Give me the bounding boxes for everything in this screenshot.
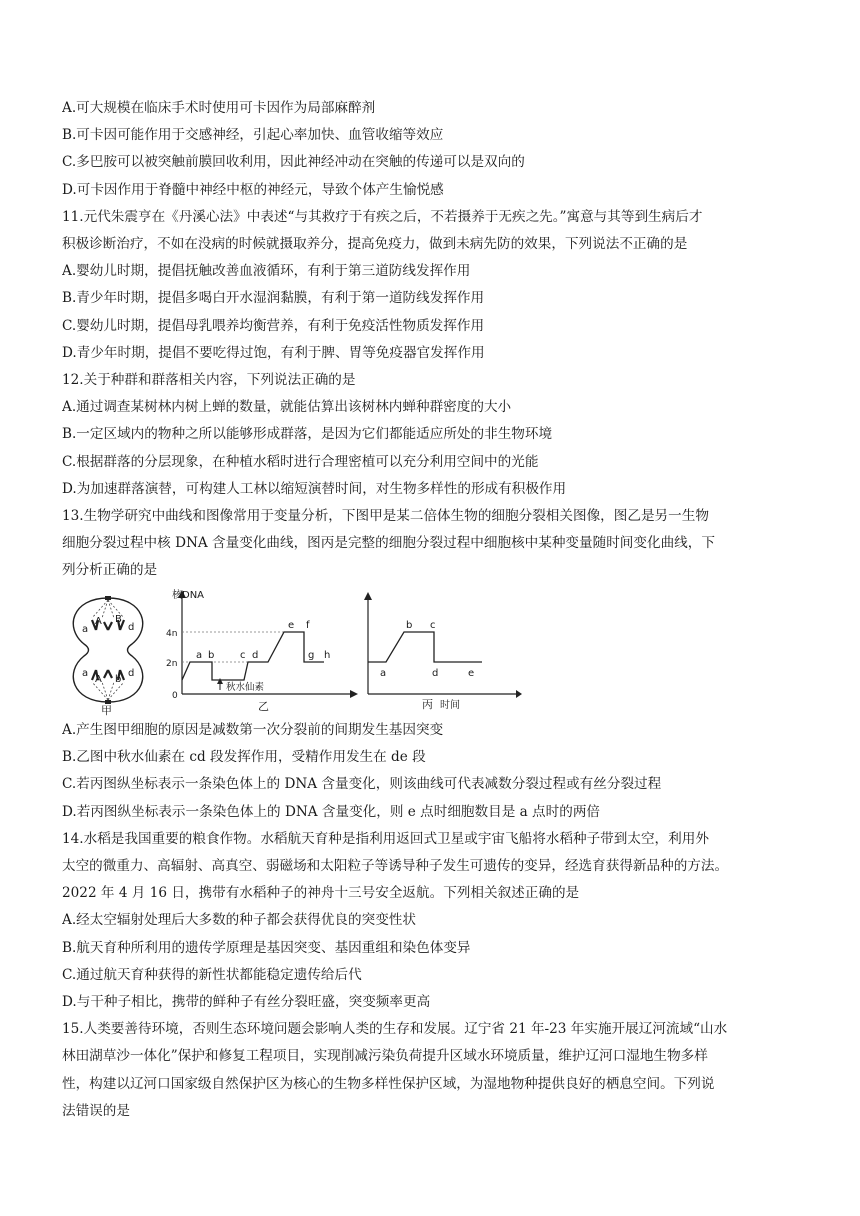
- gene-label: a: [82, 668, 89, 679]
- gene-label: A: [95, 674, 102, 685]
- figure-yi-caption: 乙: [258, 700, 269, 713]
- point-label: g: [308, 650, 315, 661]
- figure-bing: [364, 592, 522, 711]
- point-label: c: [430, 620, 436, 631]
- text-line: 林田湖草沙一体化”保护和修复工程项目，实现削减污染负荷提升区域水环境质量，维护辽河口湿地生物多样: [62, 1048, 708, 1065]
- point-label: f: [306, 620, 310, 631]
- text-line: 太空的微重力、高辐射、高真空、弱磁场和太阳粒子等诱导种子发生可遗传的变异，经选育获得新品种的方法。: [62, 858, 729, 874]
- text-line: C.根据群落的分层现象，在种植水稻时进行合理密植可以充分利用空间中的光能: [62, 453, 539, 470]
- y-axis-label: 核DNA: [172, 590, 205, 601]
- point-label: b: [406, 620, 413, 631]
- text-line: A.经太空辐射处理后大多数的种子都会获得优良的突变性状: [62, 912, 416, 929]
- text-line: B.乙图中秋水仙素在 cd 段发挥作用，受精作用发生在 de 段: [62, 749, 426, 766]
- figures-row: [62, 586, 522, 716]
- text-line: B.青少年时期，提倡多喝白开水湿润黏膜，有利于第一道防线发挥作用: [62, 290, 485, 307]
- gene-label: d: [128, 622, 135, 633]
- text-line: A.可大规模在临床手术时使用可卡因作为局部麻醉剂: [62, 100, 376, 116]
- variable-curve: [368, 632, 482, 662]
- point-label: e: [468, 668, 475, 679]
- point-label: b: [208, 650, 215, 661]
- text-line: 细胞分裂过程中核 DNA 含量变化曲线，图丙是完整的细胞分裂过程中细胞核中某种变量随时间变化曲线，下: [62, 535, 715, 552]
- point-label: c: [240, 650, 246, 661]
- text-line: C.婴幼儿时期，提倡母乳喂养均衡营养，有利于免疫活性物质发挥作用: [62, 317, 485, 334]
- text-line: 性，构建以辽河口国家级自然保护区为核心的生物多样性保护区域，为湿地物种提供良好的栖息空间。下列说: [62, 1075, 715, 1092]
- gene-label: d: [128, 668, 135, 679]
- figure-jia-caption: 甲: [101, 704, 112, 716]
- y-tick-label: 2n: [166, 659, 178, 669]
- point-label: a: [196, 650, 203, 661]
- y-tick-label: 0: [172, 691, 178, 701]
- text-line: D.与干种子相比，携带的鲜种子有丝分裂旺盛，突变频率更高: [62, 994, 431, 1010]
- text-line: 14.水稻是我国重要的粮食作物。水稻航天育种是指利用返回式卫星或宇宙飞船将水稻种子带到太空，利用外: [62, 830, 709, 847]
- text-line: 法错误的是: [62, 1102, 130, 1119]
- text-line: C.多巴胺可以被突触前膜回收利用，因此神经冲动在突触的传递可以是双向的: [62, 154, 525, 171]
- gene-label: B: [115, 614, 122, 625]
- text-line: B.可卡因可能作用于交感神经，引起心率加快、血管收缩等效应: [62, 127, 444, 144]
- text-line: 2022 年 4 月 16 日，携带有水稻种子的神舟十三号安全返航。下列相关叙述正确的是: [62, 885, 580, 902]
- gene-label: a: [82, 624, 89, 635]
- figure-bing-caption: 丙: [422, 698, 433, 711]
- point-label: h: [324, 650, 331, 661]
- x-axis-label: 时间: [440, 700, 460, 711]
- text-line: D.可卡因作用于脊髓中神经中枢的神经元，导致个体产生愉悦感: [62, 181, 444, 198]
- text-line: C.通过航天育种获得的新性状都能稳定遗传给后代: [62, 966, 362, 983]
- text-line: 11.元代朱震亨在《丹溪心法》中表述“与其救疗于有疾之后，不若摄养于无疾之先。”寓意与其等到生病后才: [62, 208, 703, 225]
- figures-svg: [62, 586, 522, 716]
- text-line: 15.人类要善待环境，否则生态环境问题会影响人类的生存和发展。辽宁省 21 年-23 年实施开展辽河流域“山水: [62, 1021, 728, 1038]
- text-line: D.为加速群落演替，可构建人工林以缩短演替时间，对生物多样性的形成有积极作用: [62, 480, 567, 497]
- colchicine-label: 秋水仙素: [226, 682, 265, 693]
- text-line: A.通过调查某树林内树上蝉的数量，就能估算出该树林内蝉种群密度的大小: [62, 399, 512, 416]
- text-line: 13.生物学研究中曲线和图像常用于变量分析，下图甲是某二倍体生物的细胞分裂相关图像，图乙是另一生物: [62, 508, 709, 524]
- gene-label: A: [95, 616, 102, 627]
- y-tick-label: 4n: [166, 629, 178, 639]
- gene-label: b: [115, 674, 122, 685]
- text-line: 积极诊断治疗，不如在没病的时候就摄取养分，提高免疫力，做到未病先防的效果，下列说法不正确的是: [62, 236, 688, 252]
- text-line: A.产生图甲细胞的原因是减数第一次分裂前的间期发生基因突变: [62, 722, 444, 738]
- text-line: A.婴幼儿时期，提倡抚触改善血液循环，有利于第三道防线发挥作用: [62, 263, 471, 280]
- text-line: D.若丙图纵坐标表示一条染色体上的 DNA 含量变化，则 e 点时细胞数目是 a 点时的两倍: [62, 803, 601, 820]
- text-line: D.青少年时期，提倡不要吃得过饱，有利于脾、胃等免疫器官发挥作用: [62, 344, 485, 361]
- point-label: e: [288, 620, 295, 631]
- point-label: d: [252, 650, 259, 661]
- cell-outline: [73, 598, 142, 702]
- text-line: 列分析正确的是: [62, 562, 158, 579]
- text-line: B.一定区域内的物种之所以能够形成群落，是因为它们都能适应所处的非生物环境: [62, 426, 553, 443]
- point-label: a: [380, 668, 387, 679]
- figure-jia: [73, 596, 142, 716]
- point-label: d: [432, 668, 439, 679]
- text-line: C.若丙图纵坐标表示一条染色体上的 DNA 含量变化，则该曲线可代表减数分裂过程或有丝分裂过程: [62, 776, 662, 793]
- figure-yi: [166, 588, 358, 713]
- text-line: 12.关于种群和群落相关内容，下列说法正确的是: [62, 372, 356, 388]
- text-line: B.航天育种所利用的遗传学原理是基因突变、基因重组和染色体变异: [62, 939, 471, 956]
